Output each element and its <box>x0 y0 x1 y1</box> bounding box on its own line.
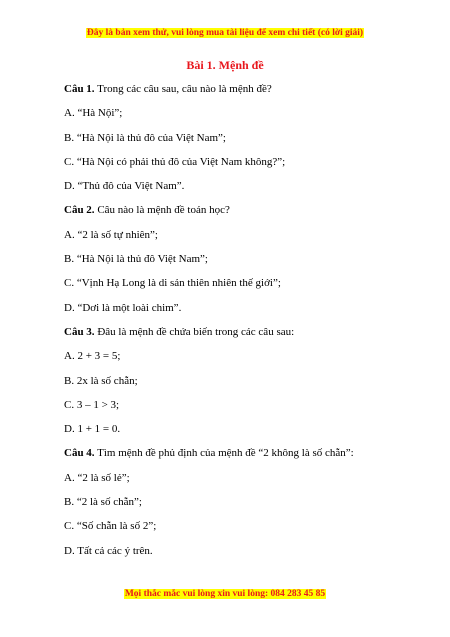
answer-option: B. “2 là số chẵn”; <box>64 496 142 509</box>
question-label: Câu 2. <box>64 204 95 217</box>
answer-option: C. 3 – 1 > 3; <box>64 398 120 411</box>
question-text: Đâu là mệnh đề chứa biến trong các câu sau: <box>94 325 295 338</box>
question-text: Tìm mệnh đề phủ định của mệnh đề “2 không là số chẵn”: <box>94 447 354 460</box>
answer-option: C. “Hà Nội có phải thủ đô của Việt Nam không?”; <box>64 155 286 168</box>
answer-option: A. “2 là số tự nhiên”; <box>64 228 158 241</box>
preview-notice-text: Đây là bản xem thử, vui lòng mua tài liệu để xem chi tiết (có lời giải) <box>86 28 364 38</box>
contact-footer <box>0 589 450 599</box>
answer-option: B. 2x là số chẵn; <box>64 374 138 387</box>
question-list <box>64 83 394 569</box>
answer-option: A. “Hà Nội”; <box>64 107 123 120</box>
question-label: Câu 1. <box>64 83 95 95</box>
question-stem <box>64 326 394 350</box>
answer-option: A. 2 + 3 = 5; <box>64 350 121 363</box>
answer-option: C. “Vịnh Hạ Long là di sản thiên nhiên thế giới”; <box>64 277 281 290</box>
question-stem <box>64 447 394 471</box>
answer-option: D. “Thủ đô của Việt Nam”. <box>64 180 185 193</box>
answer-option: D. 1 + 1 = 0. <box>64 423 121 436</box>
answer-option: C. “Số chẵn là số 2”; <box>64 520 157 533</box>
question-text: Trong các câu sau, câu nào là mệnh đề? <box>94 83 272 95</box>
contact-text: Mọi thắc mắc vui lòng xin vui lòng: 084 283 45 85 <box>124 589 326 599</box>
answer-option: A. “2 là số lẻ”; <box>64 471 130 484</box>
answer-option: D. “Dơi là một loài chim”. <box>64 301 182 314</box>
preview-notice-banner <box>0 28 450 38</box>
lesson-title: Bài 1. Mệnh đề <box>186 58 264 72</box>
question-stem <box>64 204 394 228</box>
answer-option: B. “Hà Nội là thủ đô Việt Nam”; <box>64 253 208 266</box>
question-label: Câu 3. <box>64 325 95 338</box>
answer-option: B. “Hà Nội là thủ đô của Việt Nam”; <box>64 131 226 144</box>
question-label: Câu 4. <box>64 447 95 460</box>
question-text: Câu nào là mệnh đề toán học? <box>94 204 230 217</box>
question-stem <box>64 83 394 107</box>
answer-option: D. Tất cả các ý trên. <box>64 544 153 557</box>
